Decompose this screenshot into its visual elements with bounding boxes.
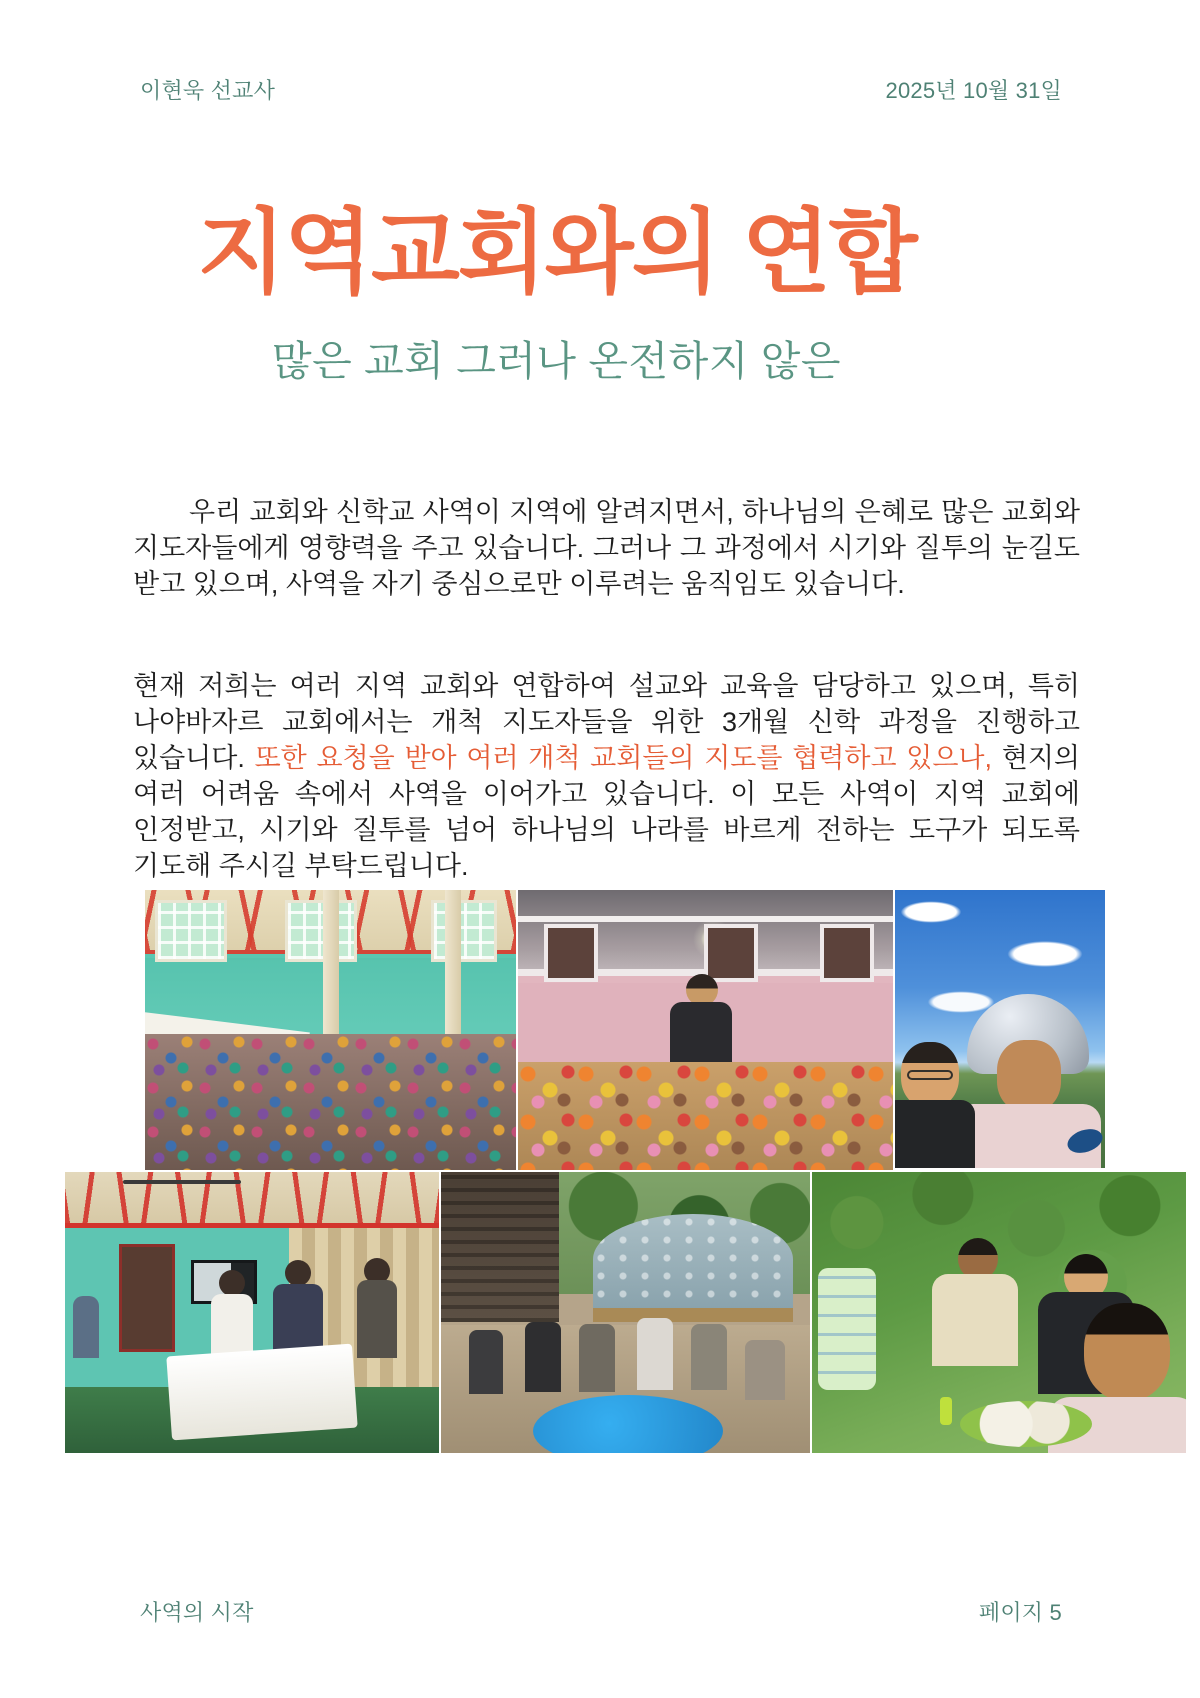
page-header — [140, 74, 1062, 105]
glasses-shape — [907, 1070, 953, 1080]
seated-person-shape — [579, 1324, 615, 1392]
person-head-shape — [219, 1270, 245, 1296]
musician-shape — [357, 1280, 397, 1358]
barred-window-shape — [155, 900, 227, 962]
photo-church-hall-congregation — [145, 890, 516, 1170]
seated-person-shape — [691, 1324, 727, 1390]
photo-village-outdoor-meeting — [441, 1172, 810, 1453]
page-subtitle: 많은 교회 그러나 온전하지 않은 — [272, 338, 841, 384]
photo-church-communion-table-service — [65, 1172, 439, 1453]
person-cream-shirt-shape — [932, 1274, 1018, 1366]
barred-window-shape — [431, 900, 497, 962]
foreground-person-head-shape — [1084, 1303, 1170, 1401]
door-shape — [820, 924, 874, 982]
body-paragraph-1: 우리 교회와 신학교 사역이 지역에 알려지면서, 하나님의 은혜로 많은 교회와 지도자들에게 영향력을 주고 있습니다. 그러나 그 과정에서 시기와 질투의 눈길도 받고 있으며, 사역을 자기 중심으로만 이루려는 움직임도 있습니다. — [133, 497, 1080, 599]
barred-window-shape — [285, 900, 357, 962]
person-head-shape — [285, 1260, 311, 1286]
seated-person-shape — [745, 1340, 785, 1400]
ceiling-fan-shape — [123, 1180, 241, 1184]
photo-pink-church-building-gathering — [518, 890, 893, 1170]
photo-field-picnic-meal — [812, 1172, 1186, 1453]
page-title: 지역교회와의 연합 — [197, 202, 916, 304]
author-name: 이현욱 선교사 — [140, 78, 276, 103]
seated-person-shape — [469, 1330, 503, 1394]
seated-person-shape — [525, 1322, 561, 1392]
village-house-shape — [441, 1172, 559, 1322]
grain-sack-shape — [818, 1268, 876, 1390]
paragraph-2-segment-highlight: 또한 요청을 받아 여러 개척 교회들의 지도를 협력하고 있으나, — [254, 743, 993, 773]
footer-section-title: 사역의 시작 — [140, 1600, 254, 1625]
body-paragraph-2 — [133, 668, 1080, 884]
footer-page-number: 페이지 5 — [978, 1600, 1062, 1625]
door-shape — [119, 1244, 175, 1352]
rice-meal-shape — [960, 1401, 1092, 1447]
white-cloth-table-shape — [166, 1344, 357, 1441]
seated-congregation-texture — [145, 1034, 516, 1170]
seated-person-shape — [637, 1318, 673, 1390]
bystander-shape — [73, 1296, 99, 1358]
issue-date: 2025년 10월 31일 — [885, 78, 1062, 103]
sari-crowd-texture — [518, 1062, 893, 1170]
paragraph-2-segment-normal-1: 현재 저희는 여러 지역 교회와 연합하여 설교와 교육을 담당하고 있으며, 특히 나야바자르 교회에서는 개척 지도자들을 위한 3개월 신학 과정을 진행하고 있습니다. — [133, 671, 1080, 773]
paragraph-2-segment-normal-2: 현지의 여러 어려움 속에서 사역을 이어가고 있습니다. 이 모든 사역이 지역 교회에 인정받고, 시기와 질투를 넘어 하나님의 나라를 바르게 전하는 도구가 되도록 기도해 주시길 부탁드립니다. — [133, 743, 1080, 881]
photo-motorbike-helmet-selfie — [895, 890, 1105, 1168]
bottle-shape — [940, 1397, 952, 1425]
page-footer — [140, 1596, 1062, 1627]
church-ceiling-trim-shape — [65, 1172, 439, 1228]
white-trim-shape — [518, 916, 893, 922]
rider-face-shape — [997, 1040, 1061, 1112]
door-shape — [704, 924, 758, 982]
selfie-taker-black-shirt-shape — [895, 1100, 975, 1168]
thatched-hut-shape — [593, 1214, 793, 1322]
door-shape — [544, 924, 598, 982]
